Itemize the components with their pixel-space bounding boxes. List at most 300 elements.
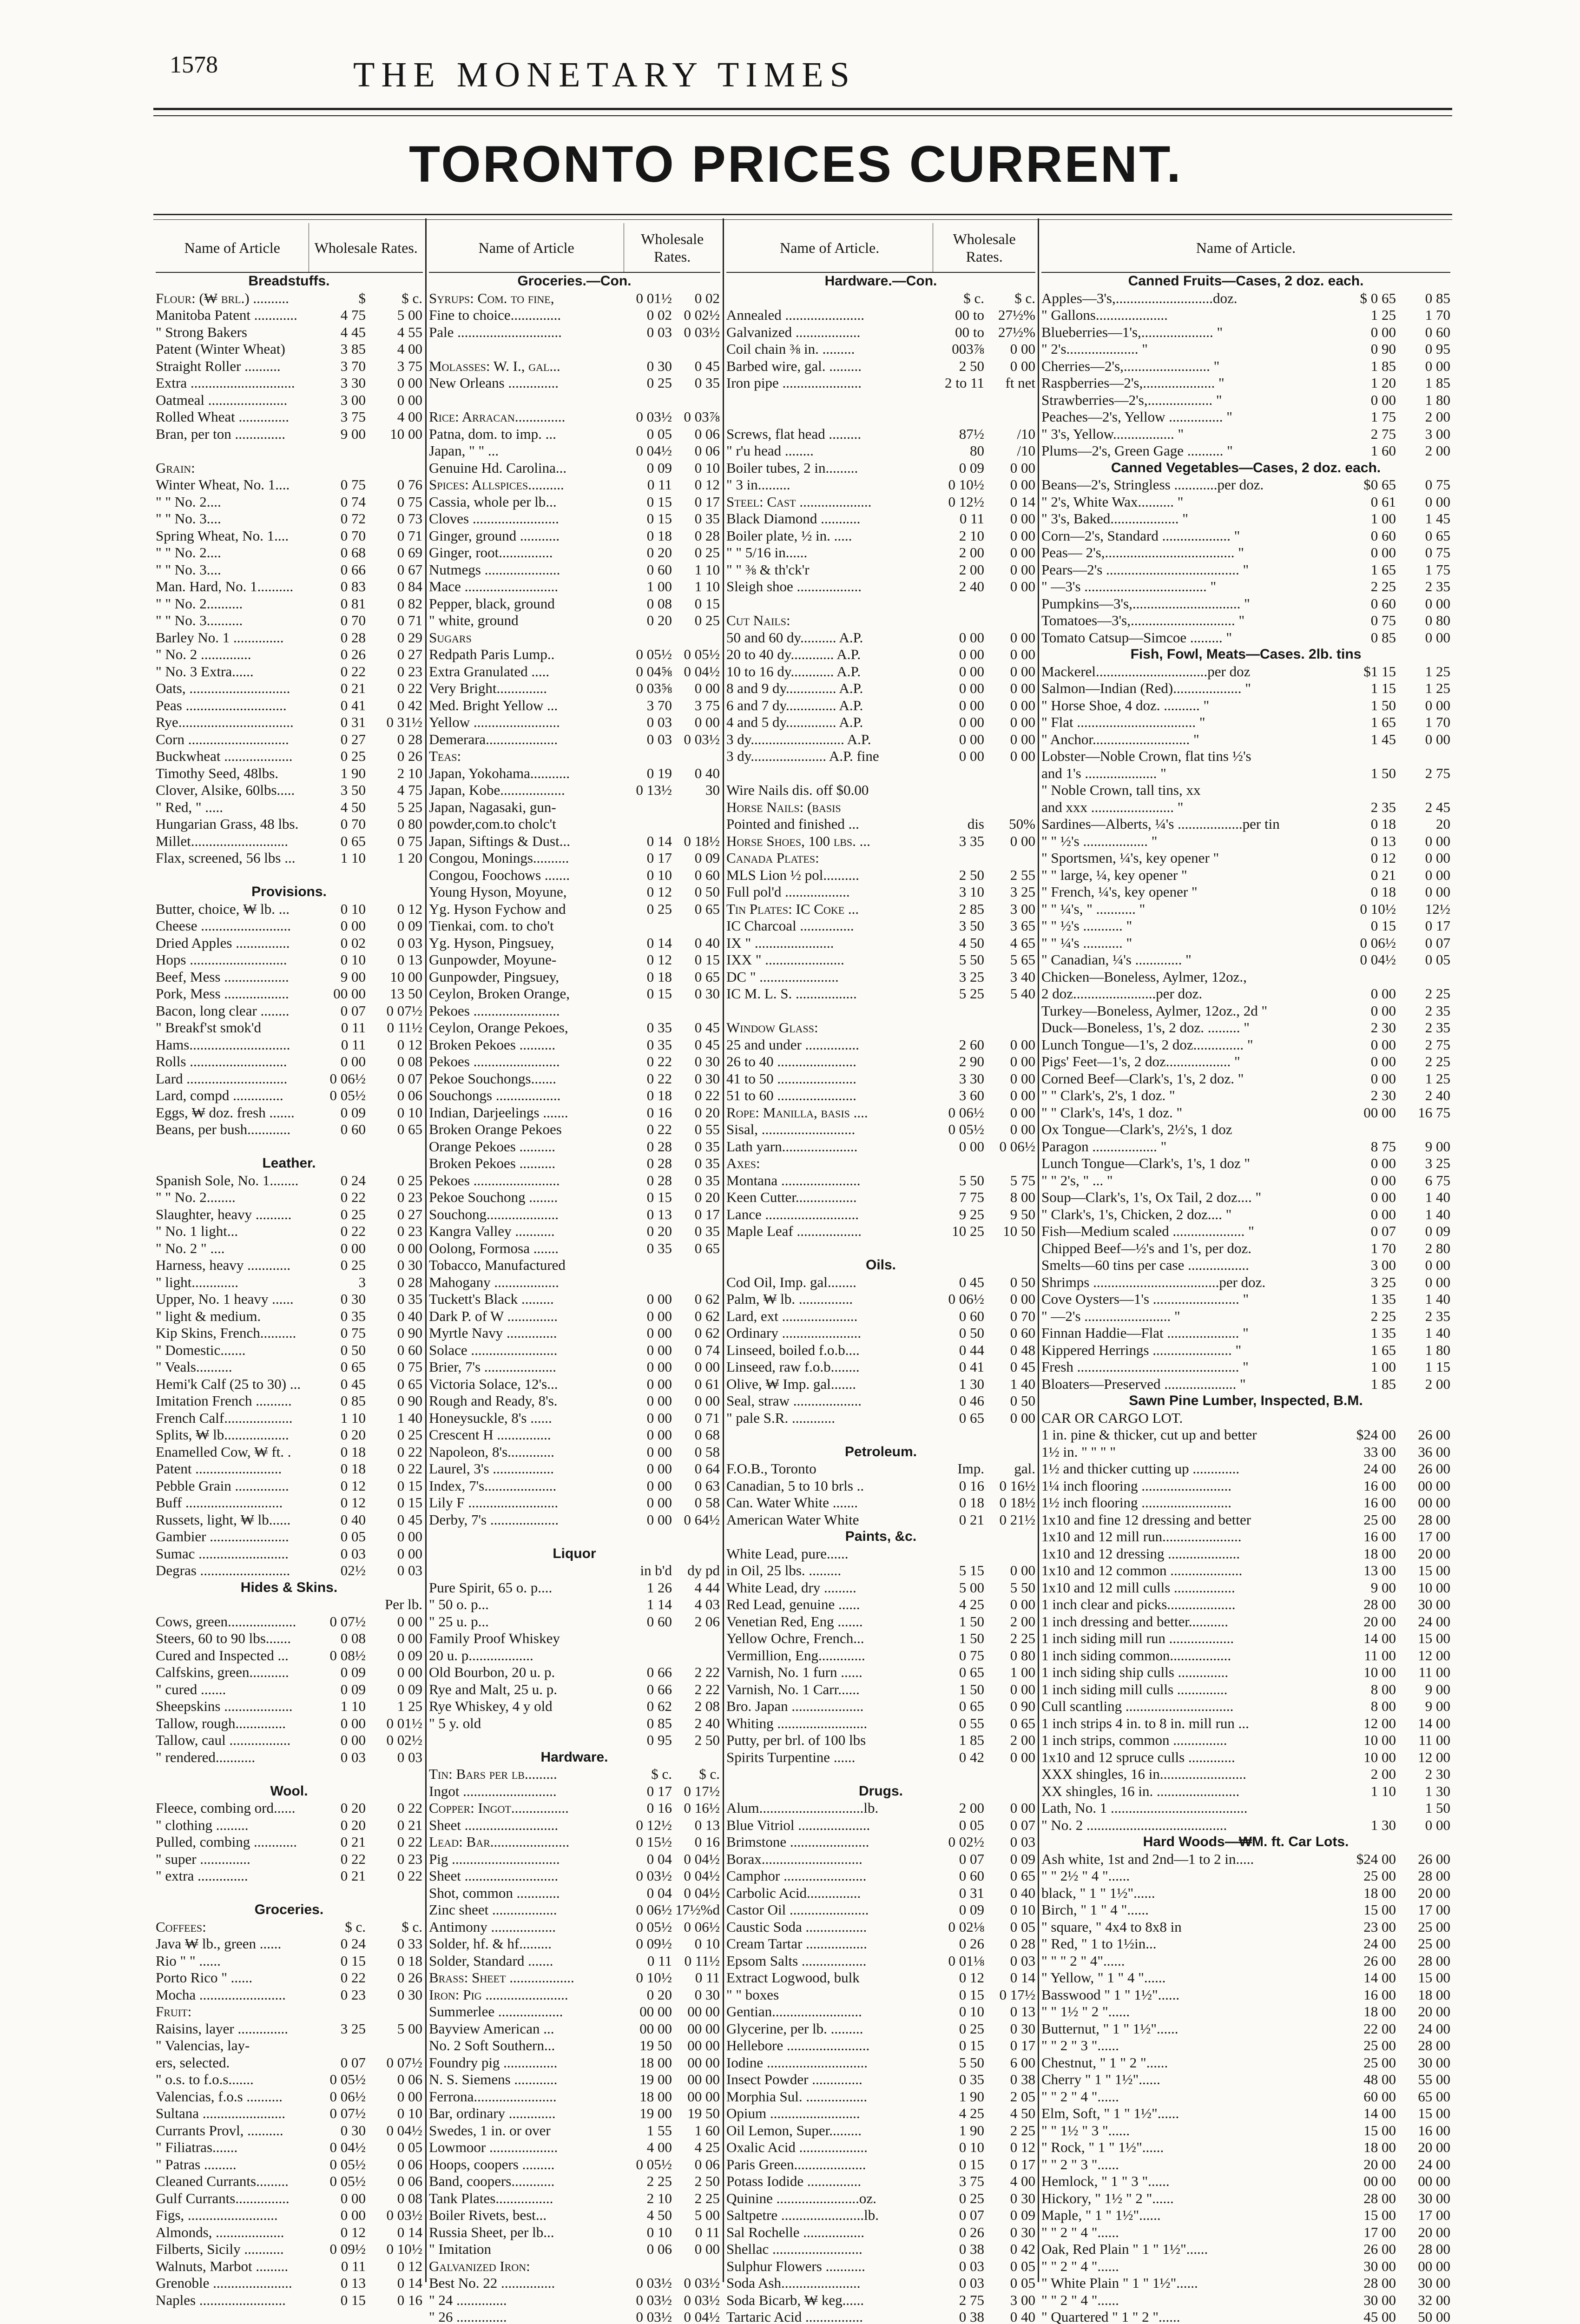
section-title: Canned Vegetables—Cases, 2 doz. each. bbox=[1111, 460, 1381, 475]
rate-high: 0 42 bbox=[1010, 2241, 1035, 2257]
section-heading bbox=[156, 1783, 423, 1800]
price-row bbox=[156, 1393, 423, 1410]
article-name bbox=[429, 392, 624, 409]
article-name: " " ⅜ & th'ck'r bbox=[726, 561, 810, 578]
rate-high: 0 00 bbox=[1425, 697, 1450, 713]
rate-low: 16 00 bbox=[1363, 1528, 1396, 1545]
article-name: 20 u. p.................. bbox=[429, 1647, 533, 1664]
price-row bbox=[429, 426, 720, 443]
price-row bbox=[156, 765, 423, 782]
price-row bbox=[726, 494, 1035, 511]
price-row bbox=[1041, 1325, 1450, 1342]
article-name: Orange Pekoes .......... bbox=[429, 1138, 556, 1155]
article-name: Annealed ...................... bbox=[726, 307, 865, 323]
rate-high bbox=[984, 1545, 1035, 1563]
article-name: Butter, choice, ₩ lb. ... bbox=[156, 900, 290, 917]
article-name: Syrups: Com. to fine, bbox=[429, 290, 554, 306]
rate-low: 0 61 bbox=[1370, 493, 1396, 510]
article-name: Summerlee .................. bbox=[429, 2003, 563, 2020]
price-row bbox=[1041, 2173, 1450, 2190]
rate-low: 0 13 bbox=[340, 2275, 366, 2291]
rate-low: 1 75 bbox=[1370, 409, 1396, 425]
price-row bbox=[429, 2020, 720, 2038]
price-row bbox=[726, 2037, 1035, 2054]
article-name: Axes: bbox=[726, 1155, 760, 1171]
rate-low: 22 00 bbox=[1363, 2020, 1396, 2037]
price-row bbox=[1041, 697, 1450, 714]
rate-low: 0 74 bbox=[340, 493, 366, 510]
rate-low: 1 85 bbox=[959, 1732, 984, 1748]
price-row bbox=[1041, 1053, 1450, 1070]
rate-high: 4 00 bbox=[397, 409, 422, 425]
price-row bbox=[1041, 884, 1450, 901]
price-row bbox=[429, 2156, 720, 2173]
rate-high: 0 00 bbox=[1010, 544, 1035, 561]
article-name: Java ₩ lb., green ...... bbox=[156, 1935, 282, 1952]
article-name: Vermillion, Eng............. bbox=[726, 1647, 865, 1664]
article-name bbox=[429, 1528, 624, 1545]
article-name: 6 and 7 dy.............. A.P. bbox=[726, 697, 863, 713]
rate-high: 0 10 bbox=[1010, 1901, 1035, 1918]
article-name: N. S. Siemens ............ bbox=[429, 2071, 558, 2087]
rate-high: 0 05 bbox=[1010, 2275, 1035, 2291]
price-row bbox=[1041, 290, 1450, 307]
article-name: Hops ........................... bbox=[156, 951, 287, 968]
rate-high: 0 10 bbox=[694, 1935, 720, 1952]
price-row bbox=[429, 1037, 720, 1054]
rate-high: 2 25 bbox=[694, 2190, 720, 2206]
price-row bbox=[429, 460, 720, 477]
rate-low: 0 10½ bbox=[636, 1969, 672, 1986]
rate-high: 0 68 bbox=[694, 1426, 720, 1443]
rate-high: 0 00 bbox=[1425, 1816, 1450, 1833]
rate-high bbox=[672, 918, 720, 935]
price-row bbox=[1041, 1953, 1450, 1970]
price-row bbox=[429, 1206, 720, 1223]
price-row bbox=[429, 476, 720, 494]
rate-low: 19 50 bbox=[639, 2037, 672, 2053]
price-row bbox=[429, 1868, 720, 1885]
rate-high: 0 09 bbox=[1010, 1850, 1035, 1867]
rate-low: 3 00 bbox=[1370, 1257, 1396, 1273]
article-name: " No. 1 light... bbox=[156, 1223, 238, 1239]
article-name: 1 inch siding common................. bbox=[1041, 1647, 1231, 1664]
price-row bbox=[1041, 1037, 1450, 1054]
rate-low: 0 00 bbox=[646, 1494, 672, 1511]
article-name: " Sportsmen, ¼'s, key opener " bbox=[1041, 850, 1219, 866]
masthead-rule-thin bbox=[153, 115, 1452, 116]
rate-high: 0 16 bbox=[694, 1834, 720, 1850]
price-row bbox=[1041, 2275, 1450, 2292]
price-row bbox=[156, 1138, 423, 1155]
price-row bbox=[156, 935, 423, 952]
rate-high: 20 00 bbox=[1418, 1884, 1450, 1901]
rate-low: 26 00 bbox=[1363, 1952, 1396, 1969]
rate-high: 0 00 bbox=[694, 680, 720, 696]
rate-high: 0 03 bbox=[397, 1749, 422, 1765]
price-row bbox=[726, 1630, 1035, 1647]
article-name: " " 2's, " ... " bbox=[1041, 1172, 1113, 1188]
price-row bbox=[1041, 714, 1450, 731]
article-name: " Clark's, 1's, Chicken, 2 doz.... " bbox=[1041, 1206, 1232, 1222]
rate-low bbox=[933, 612, 984, 629]
rate-high: 0 00 bbox=[397, 1528, 422, 1545]
article-name: " 5 y. old bbox=[429, 1715, 481, 1731]
article-name: 1x10 and 12 dressing .................... bbox=[1041, 1545, 1240, 1562]
price-row bbox=[156, 1121, 423, 1138]
price-row bbox=[726, 1545, 1035, 1563]
rate-low bbox=[309, 1138, 366, 1155]
article-name: " Veals.......... bbox=[156, 1359, 232, 1375]
article-name: Patent (Winter Wheat) bbox=[156, 341, 285, 357]
article-name: 1 inch siding mill culls .............. bbox=[1041, 1681, 1228, 1697]
rate-high: 26 00 bbox=[1418, 1460, 1450, 1477]
rate-low: 0 03 bbox=[646, 731, 672, 747]
rate-high: 30 00 bbox=[1418, 1596, 1450, 1612]
article-name: " 26 .............. bbox=[429, 2309, 507, 2324]
price-row bbox=[1041, 1817, 1450, 1834]
article-name: Solace ........................ bbox=[429, 1341, 558, 1358]
price-row bbox=[1041, 1885, 1450, 1902]
article-name: Brass: Sheet .................. bbox=[429, 1969, 574, 1986]
price-row bbox=[429, 697, 720, 714]
price-row bbox=[429, 1359, 720, 1376]
price-row bbox=[1041, 1545, 1450, 1563]
article-name: " square, " 4x4 to 8x8 in bbox=[1041, 1918, 1182, 1935]
article-name: Lath yarn..................... bbox=[726, 1138, 858, 1155]
section-title: Fish, Fowl, Meats—Cases. 2lb. tins bbox=[1130, 647, 1362, 662]
article-name: Sleigh shoe .................. bbox=[726, 578, 862, 594]
price-row bbox=[1041, 578, 1450, 595]
rate-low: 28 00 bbox=[1363, 1596, 1396, 1612]
rate-low: 1 90 bbox=[340, 765, 366, 781]
price-row bbox=[156, 2173, 423, 2190]
rate-high bbox=[984, 1019, 1035, 1037]
price-row bbox=[429, 646, 720, 663]
rate-high: 0 60 bbox=[397, 1341, 422, 1358]
rate-low: 2 60 bbox=[959, 1036, 984, 1053]
section-heading bbox=[1041, 460, 1450, 477]
rate-low: 0 09 bbox=[340, 1664, 366, 1680]
price-row bbox=[726, 1562, 1035, 1579]
rate-high: 0 67 bbox=[397, 561, 422, 578]
rate-high: 0 35 bbox=[694, 510, 720, 527]
rate-high: 00 00 bbox=[1418, 2173, 1450, 2189]
price-row bbox=[1041, 1172, 1450, 1189]
rate-low: 15 00 bbox=[1363, 2122, 1396, 2139]
rate-low bbox=[624, 1274, 672, 1291]
article-name: XX shingles, 16 in. ....................... bbox=[1041, 1783, 1240, 1799]
rate-high: 0 30 bbox=[1010, 2224, 1035, 2240]
rate-low: 0 00 bbox=[959, 629, 984, 646]
rate-high: 0 13 bbox=[1010, 2003, 1035, 2020]
price-row bbox=[156, 561, 423, 579]
rate-high: 0 02½ bbox=[386, 1732, 422, 1748]
article-name: Crescent H ............... bbox=[429, 1426, 551, 1443]
rate-high: 0 25 bbox=[397, 1172, 422, 1188]
section-title: Breadstuffs. bbox=[248, 273, 330, 289]
article-name: " " No. 3.... bbox=[156, 561, 221, 578]
rate-high: 0 20 bbox=[694, 1104, 720, 1121]
rate-high: 0 40 bbox=[1010, 2309, 1035, 2324]
section-title: Wool. bbox=[270, 1783, 308, 1799]
rate-low: 24 00 bbox=[1363, 1935, 1396, 1952]
rate-low: 0 18 bbox=[646, 968, 672, 985]
price-row bbox=[1041, 1003, 1450, 1020]
rate-low: 0 85 bbox=[1370, 629, 1396, 646]
article-name: 1 in. pine & thicker, cut up and better bbox=[1041, 1426, 1257, 1443]
price-row bbox=[726, 1579, 1035, 1597]
article-name: Copper: Ingot................ bbox=[429, 1800, 569, 1816]
rate-low bbox=[933, 1019, 984, 1037]
rate-low: 0 00 bbox=[646, 1307, 672, 1324]
article-name: Currants Provl, .......... bbox=[156, 2122, 283, 2139]
article-name bbox=[726, 392, 933, 409]
price-row bbox=[429, 765, 720, 782]
article-name: F.O.B., Toronto bbox=[726, 1460, 816, 1477]
rate-high: 2 80 bbox=[1425, 1240, 1450, 1256]
price-row bbox=[726, 1359, 1035, 1376]
article-name: Enamelled Cow, ₩ ft. . bbox=[156, 1443, 291, 1460]
rate-high: 36 00 bbox=[1418, 1443, 1450, 1460]
rate-high: 1 25 bbox=[1425, 663, 1450, 680]
rate-high: 0 17 bbox=[1425, 918, 1450, 934]
rate-high: 0 03½ bbox=[684, 2275, 720, 2291]
article-name: Linseed, raw f.o.b........ bbox=[726, 1359, 860, 1375]
rate-high: 0 06 bbox=[694, 2156, 720, 2172]
article-name: Chipped Beef—½'s and 1's, per doz. bbox=[1041, 1240, 1251, 1256]
rate-high: 15 00 bbox=[1418, 1562, 1450, 1578]
rate-high bbox=[366, 1885, 422, 1902]
section-title: Leather. bbox=[262, 1155, 316, 1171]
price-row bbox=[429, 731, 720, 748]
article-name: Mackerel...............................per doz bbox=[1041, 663, 1251, 680]
rate-high: 0 00 bbox=[397, 375, 422, 391]
rate-low: 0 25 bbox=[646, 900, 672, 917]
rate-low: 30 00 bbox=[1363, 2291, 1396, 2308]
price-row bbox=[726, 1070, 1035, 1088]
rate-high: 1 75 bbox=[1425, 561, 1450, 578]
price-row bbox=[156, 510, 423, 528]
price-row bbox=[726, 1868, 1035, 1885]
price-row bbox=[429, 1240, 720, 1257]
price-row bbox=[726, 1223, 1035, 1240]
article-name: Maple Leaf .................. bbox=[726, 1223, 862, 1239]
rate-high: 00 00 bbox=[687, 2037, 720, 2053]
rate-low: 1 14 bbox=[646, 1596, 672, 1612]
rate-low bbox=[933, 1155, 984, 1172]
header-rule-thin bbox=[153, 219, 1452, 220]
article-name: Maple, " 1 " 1½"...... bbox=[1041, 2207, 1161, 2223]
price-row bbox=[156, 476, 423, 494]
price-row bbox=[1041, 1376, 1450, 1393]
rate-high: 2 55 bbox=[1010, 866, 1035, 883]
rate-high: 4 25 bbox=[694, 2139, 720, 2155]
rate-high: 0 04½ bbox=[684, 2309, 720, 2324]
article-name: Kangra Valley ........... bbox=[429, 1223, 555, 1239]
article-name: " Anchor........................... " bbox=[1041, 731, 1199, 747]
rate-high: 0 12 bbox=[694, 476, 720, 493]
rate-low bbox=[933, 1003, 984, 1020]
rate-low: 0 28 bbox=[646, 1172, 672, 1188]
article-name: Oil Lemon, Super......... bbox=[726, 2122, 862, 2139]
rate-low: 0 04½ bbox=[636, 442, 672, 459]
article-name: Red Lead, genuine ...... bbox=[726, 1596, 860, 1612]
rate-high: 27½% bbox=[998, 307, 1035, 323]
price-row bbox=[1041, 2258, 1450, 2275]
article-name: Raisins, layer .............. bbox=[156, 2020, 288, 2037]
price-row bbox=[726, 460, 1035, 477]
price-row bbox=[156, 1834, 423, 1851]
rate-low: 0 03½ bbox=[636, 1868, 672, 1884]
article-name: Sheepskins ................... bbox=[156, 1698, 293, 1714]
article-name: Bar, ordinary ............. bbox=[429, 2105, 556, 2121]
rate-low: 0 00 bbox=[1370, 1189, 1396, 1205]
article-name: Hellebore ....................... bbox=[726, 2037, 870, 2053]
article-name: Corn—2's, Standard ................... " bbox=[1041, 527, 1240, 544]
rate-high: 0 23 bbox=[397, 1189, 422, 1205]
rate-low: 0 35 bbox=[646, 1240, 672, 1256]
rate-high: 0 16½ bbox=[999, 1477, 1035, 1494]
article-name: " light & medium. bbox=[156, 1307, 261, 1324]
rate-high: 0 30 bbox=[397, 1257, 422, 1273]
article-name: 1½ in. " " " " bbox=[1041, 1443, 1116, 1460]
rate-high: 2 00 bbox=[1425, 409, 1450, 425]
article-name: " " ¼'s ........... " bbox=[1041, 934, 1132, 951]
rate-low: $24 00 bbox=[1356, 1426, 1396, 1443]
rate-low: 0 09 bbox=[646, 459, 672, 476]
article-name: " " 1½ " 2 "...... bbox=[1041, 2003, 1130, 2020]
price-row bbox=[429, 358, 720, 375]
rate-low: 15 00 bbox=[1363, 2207, 1396, 2223]
article-name: IX " ...................... bbox=[726, 934, 834, 951]
rate-low: 0 17 bbox=[646, 1783, 672, 1799]
price-row bbox=[156, 1308, 423, 1325]
price-row bbox=[726, 1308, 1035, 1325]
rate-high: 0 70 bbox=[1010, 1307, 1035, 1324]
rate-low: 0 35 bbox=[340, 1307, 366, 1324]
rate-low: 1 85 bbox=[1370, 1375, 1396, 1392]
rate-high: 0 22 bbox=[694, 1087, 720, 1103]
price-row bbox=[156, 1376, 423, 1393]
price-row bbox=[726, 2292, 1035, 2309]
rate-low: $0 65 bbox=[1363, 476, 1396, 493]
rate-high: 4 03 bbox=[694, 1596, 720, 1612]
article-name: Tartaric Acid ................ bbox=[726, 2309, 863, 2324]
article-name: " French, ¼'s, key opener " bbox=[1041, 884, 1198, 900]
rate-high: 0 30 bbox=[397, 1986, 422, 2003]
article-name: Walnuts, Marbot ......... bbox=[156, 2258, 289, 2274]
rate-high: 0 00 bbox=[1010, 832, 1035, 849]
section-heading bbox=[156, 1155, 423, 1172]
rate-high: 11 00 bbox=[1418, 1664, 1450, 1680]
price-row bbox=[156, 2003, 423, 2020]
rate-low: 28 00 bbox=[1363, 2275, 1396, 2291]
article-name: Pekoes ........................ bbox=[429, 1002, 560, 1019]
rate-low: 9 25 bbox=[959, 1206, 984, 1222]
rate-low: 0 06½ bbox=[948, 1291, 984, 1307]
rate-low: 5 50 bbox=[959, 951, 984, 968]
price-row bbox=[429, 1613, 720, 1631]
price-row bbox=[726, 714, 1035, 731]
rate-low: 0 24 bbox=[340, 1172, 366, 1188]
rate-low: 0 22 bbox=[340, 1223, 366, 1239]
rate-high: 0 26 bbox=[397, 1969, 422, 1986]
article-name: Sisal, .......................... bbox=[726, 1121, 856, 1137]
price-row bbox=[726, 2020, 1035, 2038]
price-row bbox=[726, 1647, 1035, 1664]
article-name: Fleece, combing ord...... bbox=[156, 1800, 296, 1816]
rate-low: 0 09 bbox=[340, 1104, 366, 1121]
rate-high: 0 10 bbox=[397, 1104, 422, 1121]
rate-low: 0 23 bbox=[340, 1986, 366, 2003]
rate-high: 20 bbox=[1436, 816, 1450, 832]
rate-low: 25 00 bbox=[1363, 2037, 1396, 2053]
rate-high: 0 00 bbox=[1010, 1087, 1035, 1103]
rate-low: 5 25 bbox=[959, 985, 984, 1002]
article-name: 1¼ inch flooring ......................... bbox=[1041, 1477, 1231, 1494]
rate-low: 1 90 bbox=[959, 2122, 984, 2139]
rate-high: 17 00 bbox=[1418, 1528, 1450, 1545]
article-name: Pekoe Souchongs....... bbox=[429, 1070, 556, 1087]
price-row bbox=[1041, 426, 1450, 443]
rate-low: 0 08 bbox=[646, 595, 672, 612]
article-name: Palm, ₩ lb. ............... bbox=[726, 1291, 853, 1307]
rate-high: 3 00 bbox=[1425, 425, 1450, 442]
price-row bbox=[429, 1630, 720, 1647]
rate-low: 0 85 bbox=[340, 1393, 366, 1409]
price-row bbox=[429, 1104, 720, 1122]
rate-high: 0 64½ bbox=[684, 1511, 720, 1528]
article-name: " Yellow, " 1 " 4 "...... bbox=[1041, 1969, 1166, 1986]
price-row bbox=[429, 629, 720, 647]
rate-low: 0 11 bbox=[959, 510, 984, 527]
article-name: DC " ...................... bbox=[726, 968, 839, 985]
rate-high: 0 04½ bbox=[684, 1850, 720, 1867]
article-name: " No. 3 Extra...... bbox=[156, 663, 254, 680]
article-name: Bacon, long clear ........ bbox=[156, 1002, 290, 1019]
rate-high: 3 40 bbox=[1010, 968, 1035, 985]
rate-high: 0 45 bbox=[694, 357, 720, 374]
rate-low: 0 66 bbox=[646, 1664, 672, 1680]
article-name: " Rock, " 1 " 1½"...... bbox=[1041, 2139, 1164, 2155]
rate-high: 0 55 bbox=[694, 1121, 720, 1137]
rate-high: 0 11½ bbox=[684, 1952, 720, 1969]
article-name: Clover, Alsike, 60lbs..... bbox=[156, 782, 295, 798]
price-row bbox=[1041, 951, 1450, 969]
article-name: Mocha ........................ bbox=[156, 1986, 286, 2003]
rate-low: 0 01½ bbox=[636, 290, 672, 306]
price-row bbox=[1041, 1647, 1450, 1664]
rate-high: 00 00 bbox=[1418, 2258, 1450, 2274]
article-name: Dark P. of W .............. bbox=[429, 1307, 558, 1324]
rate-high: 0 06½ bbox=[999, 1138, 1035, 1155]
rate-high: 1 00 bbox=[1010, 1664, 1035, 1680]
section-heading bbox=[726, 1444, 1035, 1461]
rate-low: 0 15 bbox=[646, 510, 672, 527]
article-name: 20 to 40 dy............ A.P. bbox=[726, 646, 861, 662]
price-row bbox=[156, 1359, 423, 1376]
article-name bbox=[156, 1885, 309, 1902]
article-name: Gambier ...................... bbox=[156, 1528, 289, 1545]
rate-high: /10 bbox=[1017, 425, 1035, 442]
rate-high: 0 00 bbox=[1425, 493, 1450, 510]
rate-low: 0 35 bbox=[646, 1019, 672, 1036]
price-row bbox=[156, 748, 423, 765]
price-row bbox=[156, 1003, 423, 1020]
price-row bbox=[1041, 1121, 1450, 1138]
price-row bbox=[429, 1121, 720, 1138]
